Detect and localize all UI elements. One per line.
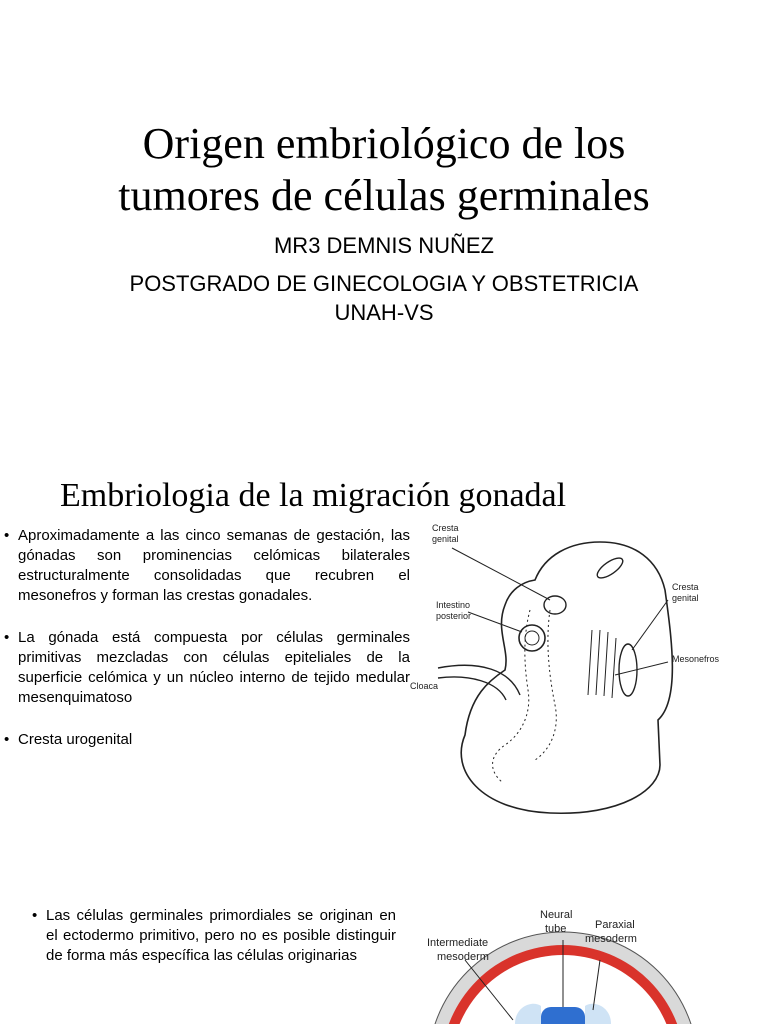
embryo-diagram — [410, 520, 740, 820]
dorsal-slit — [594, 554, 625, 581]
author-name: MR3 DEMNIS NUÑEZ — [273, 233, 494, 258]
label-neural-tube: Neural — [540, 909, 573, 921]
title-slide — [0, 0, 768, 440]
embryo-outline — [461, 542, 672, 813]
label-cresta-genital-top: genital — [432, 534, 459, 544]
label-paraxial: mesoderm — [585, 933, 637, 945]
neural-tube-shape — [541, 1007, 585, 1024]
germ-cells-slide — [0, 872, 768, 1024]
title-line-1: Origen embriológico de los — [142, 119, 626, 168]
institution-name: UNAH-VS — [334, 300, 434, 325]
label-paraxial: Paraxial — [595, 919, 635, 931]
embryo-figure — [410, 520, 740, 820]
label-intestino: Intestino — [436, 600, 471, 610]
label-intermediate: mesoderm — [437, 951, 489, 963]
bullet-item: • La gónada está compuesta por células germinales primitivas mezcladas con células epiteliales de la superficie celómica y un núcleo interno de tejido medular mesenquimatoso — [0, 628, 410, 708]
bullet-item: • Cresta urogenital — [0, 730, 410, 750]
label-cresta-genital-right: genital — [672, 593, 699, 603]
leader-line — [468, 612, 522, 632]
mesoderm-figure — [415, 902, 735, 1024]
title-line-2: tumores de células germinales — [118, 171, 650, 220]
label-neural-tube: tube — [545, 923, 567, 935]
bullet-list — [0, 526, 410, 750]
program-name: POSTGRADO DE GINECOLOGIA Y OBSTETRICIA — [129, 271, 639, 296]
leader-line — [632, 600, 668, 650]
label-intestino: posterior — [436, 611, 472, 621]
cloaca-tube — [438, 677, 506, 700]
bullet-list — [28, 906, 396, 966]
slide-title: Embriologia de la migración gonadal — [60, 477, 567, 514]
label-mesonefros: Mesonefros — [672, 654, 720, 664]
mesoderm-diagram — [415, 902, 735, 1024]
embryology-slide — [0, 440, 768, 872]
label-intermediate: Intermediate — [427, 937, 489, 949]
label-cresta-genital-right: Cresta — [672, 582, 699, 592]
dotted-tube — [493, 610, 530, 782]
leader-line — [615, 662, 668, 675]
gut-lumen — [525, 631, 539, 645]
gut-ring — [519, 625, 545, 651]
label-cloaca: Cloaca — [410, 681, 439, 691]
dotted-tube — [535, 610, 556, 760]
leader-line — [452, 548, 550, 600]
bullet-item: • Las células germinales primordiales se originan en el ectodermo primitivo, pero no es posible distinguir de forma más específica las células originarias — [28, 906, 396, 966]
mesonephros — [588, 630, 616, 698]
label-cresta-genital-top: Cresta — [432, 523, 459, 533]
bullet-item: • Aproximadamente a las cinco semanas de gestación, las gónadas son prominencias celómicas bilaterales estructuralmente consolidadas que recubren el mesonefros y forman las crestas gonadales. — [0, 526, 410, 606]
presentation-title — [0, 118, 768, 222]
